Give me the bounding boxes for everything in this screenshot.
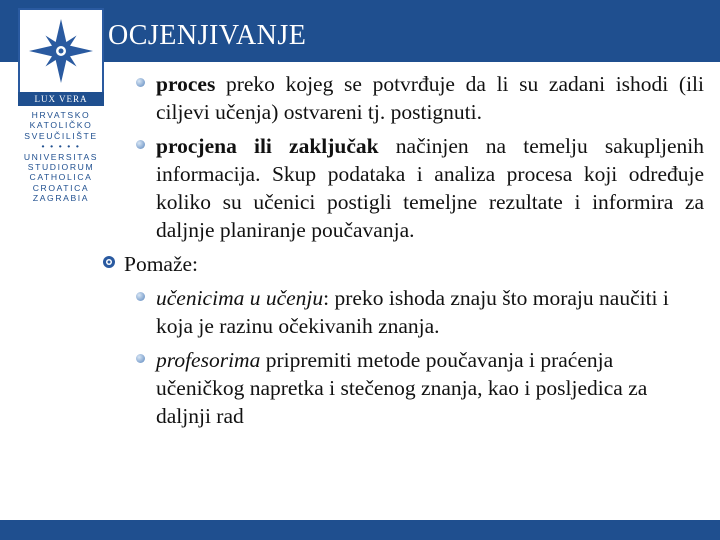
bullet-text: : preko ishoda znaju što moraju naučiti i koja je razinu očekivanih znanja. (156, 286, 669, 338)
bullet-text: načinjen na temelju sakupljenih informacija. Skup podataka i analiza procesa koji određuje koliko su učenici postigli temeljne rezultate i informira za daljnje planiranje poučavanja. (156, 134, 704, 242)
institution-name (18, 110, 104, 204)
bullet-item-ucenicima (96, 284, 704, 340)
gear-bullet-icon (102, 255, 116, 269)
term-italic: učenicima u učenju (156, 286, 324, 310)
bullet-dot-icon (136, 140, 145, 149)
logo-motto: LUX VERA (18, 92, 104, 106)
institution-line: HRVATSKO (31, 110, 91, 120)
bullet-dot-icon (136, 292, 145, 301)
slide-title: OCJENJIVANJE (108, 20, 307, 51)
institution-line: CATHOLICA (29, 172, 93, 183)
term-bold: proces (156, 72, 216, 96)
heading-text: Pomaže: (124, 252, 199, 276)
bullet-item-proces (96, 70, 704, 126)
term-italic: profesorima (156, 348, 261, 372)
institution-line: STUDIORUM (27, 162, 95, 173)
institution-line: • • • • • (41, 141, 81, 152)
institution-line: ZAGRABIA (32, 193, 90, 204)
institution-line: KATOLIČKO (29, 120, 93, 131)
bullet-dot-icon (136, 78, 145, 87)
section-heading-pomaze (96, 250, 704, 278)
university-logo (18, 8, 104, 94)
bullet-item-profesorima (96, 346, 704, 430)
star-emblem-icon (20, 10, 102, 92)
footer-bar (0, 520, 720, 540)
term-bold: procjena ili zaključak (156, 134, 379, 158)
slide-body (96, 70, 704, 436)
bullet-text: pripremiti metode poučavanja i praćenja učeničkog napretka i stečenog znanja, kao i posljedica za daljnji rad (156, 348, 648, 428)
bullet-dot-icon (136, 354, 145, 363)
bullet-item-procjena (96, 132, 704, 244)
institution-line: SVEUČILIŠTE (24, 130, 98, 141)
bullet-text: preko kojeg se potvrđuje da li su zadani ishodi (ili ciljevi učenja) ostvareni tj. postignuti. (156, 72, 704, 124)
institution-line: CROATICA (32, 182, 90, 193)
institution-line: UNIVERSITAS (23, 151, 99, 162)
